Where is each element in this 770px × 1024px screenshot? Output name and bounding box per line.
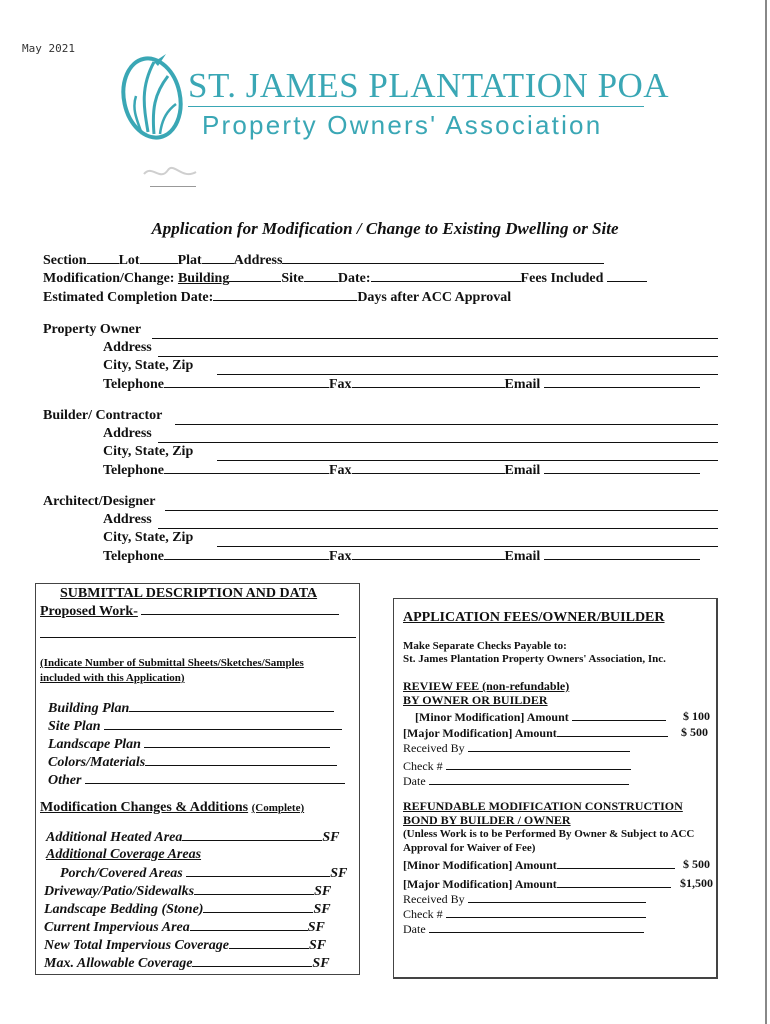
other-field[interactable]: [85, 772, 345, 784]
page-edge: [765, 0, 767, 1024]
review-received-row: [403, 740, 630, 756]
bond-check-row: [403, 906, 646, 922]
checks-payable-1: Make Separate Checks Payable to:: [403, 640, 567, 652]
modification-row: [43, 270, 647, 287]
fees-heading: APPLICATION FEES/OWNER/BUILDER: [403, 610, 665, 625]
builder-city-label: City, State, Zip: [103, 444, 194, 459]
mod-heading: Modification Changes & Additions: [40, 800, 249, 815]
driveway-row: [44, 883, 331, 900]
additional-heated-sf: SF: [322, 830, 340, 845]
address-label: Address: [233, 253, 283, 268]
review-check-label: Check #: [403, 759, 443, 773]
indicate-note-2: included with this Application): [40, 672, 185, 684]
review-major-field[interactable]: [557, 725, 668, 737]
site-option[interactable]: Site: [281, 271, 304, 286]
site-address-field[interactable]: [282, 252, 604, 264]
landscape-plan-label: Landscape Plan: [48, 737, 141, 752]
modification-change-label: Modification/Change:: [43, 271, 175, 286]
owner-email-field[interactable]: [544, 376, 700, 388]
architect-address-label: Address: [103, 512, 152, 527]
building-option[interactable]: Building: [177, 271, 230, 286]
checks-payable-2: St. James Plantation Property Owners' Association, Inc.: [403, 653, 666, 665]
fees-included-field[interactable]: [607, 270, 647, 282]
architect-phone-row: [103, 548, 700, 565]
completion-row: [43, 289, 511, 306]
landscape-plan-field[interactable]: [144, 736, 330, 748]
heron-logo-icon: [118, 48, 190, 148]
plat-label: Plat: [177, 253, 202, 268]
review-minor-field[interactable]: [572, 709, 666, 721]
architect-fax-field[interactable]: [352, 548, 505, 560]
days-after-label: Days after ACC Approval: [357, 290, 512, 305]
logo-divider: [188, 106, 644, 107]
owner-telephone-label: Telephone: [103, 377, 164, 392]
current-impervious-row: [44, 919, 325, 936]
faded-mark-rule: [150, 186, 196, 187]
owner-city-label: City, State, Zip: [103, 358, 194, 373]
site-plan-label: Site Plan: [48, 719, 101, 734]
additional-heated-row: [46, 829, 340, 846]
review-received-label: Received By: [403, 741, 465, 755]
builder-field[interactable]: [175, 424, 718, 425]
review-check-field[interactable]: [446, 758, 631, 770]
section-field[interactable]: [87, 252, 119, 264]
current-impervious-field[interactable]: [190, 919, 308, 931]
landscape-bedding-row: [44, 901, 331, 918]
bond-major-field[interactable]: [557, 876, 671, 888]
review-date-row: [403, 773, 629, 789]
form-title: Application for Modification / Change to Existing Dwelling or Site: [151, 219, 619, 238]
current-impervious-sf: SF: [307, 920, 325, 935]
builder-phone-row: [103, 462, 700, 479]
date-field[interactable]: [371, 270, 521, 282]
site-plan-field[interactable]: [104, 718, 342, 730]
landscape-plan-row: [48, 736, 330, 753]
review-check-row: [403, 758, 631, 774]
bond-check-field[interactable]: [446, 906, 646, 918]
bond-minor-amount: $ 500: [683, 857, 710, 871]
owner-telephone-field[interactable]: [164, 376, 329, 388]
building-plan-row: [48, 700, 334, 717]
plat-field[interactable]: [202, 252, 234, 264]
landscape-bedding-sf: SF: [313, 902, 331, 917]
bond-received-row: [403, 891, 646, 907]
review-major-label: [Major Modification] Amount: [403, 726, 557, 740]
unless-note-2: Approval for Waiver of Fee): [403, 842, 536, 854]
builder-address-label: Address: [103, 426, 152, 441]
architect-city-field[interactable]: [217, 546, 718, 547]
max-allowable-field[interactable]: [192, 955, 312, 967]
owner-fax-label: Fax: [328, 377, 352, 392]
proposed-work-line-2[interactable]: [40, 637, 356, 638]
colors-materials-row: [48, 754, 337, 771]
bond-date-row: [403, 921, 644, 937]
architect-field[interactable]: [165, 510, 718, 511]
indicate-note-1: (Indicate Number of Submittal Sheets/Sketches/Samples: [40, 657, 304, 669]
mod-heading-suffix: (Complete): [251, 802, 305, 814]
fees-border-right: [716, 598, 718, 978]
review-minor-amount: $ 100: [683, 709, 710, 723]
architect-telephone-label: Telephone: [103, 549, 164, 564]
builder-fax-label: Fax: [328, 463, 352, 478]
architect-address-field[interactable]: [158, 528, 718, 529]
bond-received-field[interactable]: [468, 891, 646, 903]
new-total-label: New Total Impervious Coverage: [44, 938, 229, 953]
refundable-heading-1: REFUNDABLE MODIFICATION CONSTRUCTION: [403, 799, 683, 813]
property-owner-label: Property Owner: [43, 322, 142, 337]
proposed-work-row: [40, 603, 339, 620]
bond-minor-label: [Minor Modification] Amount: [403, 858, 557, 872]
date-stamp: May 2021: [22, 42, 75, 55]
bond-minor-field[interactable]: [557, 857, 675, 869]
other-row: [48, 772, 345, 789]
max-allowable-label: Max. Allowable Coverage: [44, 956, 193, 971]
owner-fax-field[interactable]: [352, 376, 505, 388]
builder-telephone-label: Telephone: [103, 463, 164, 478]
max-allowable-sf: SF: [312, 956, 330, 971]
colors-materials-label: Colors/Materials: [48, 755, 146, 770]
porch-label: Porch/Covered Areas: [60, 866, 183, 881]
est-completion-field[interactable]: [213, 289, 357, 301]
owner-address-label: Address: [103, 340, 152, 355]
review-major-row: [403, 725, 668, 741]
fees-included-label: Fees Included: [520, 271, 604, 286]
bond-major-row: [403, 876, 671, 892]
unless-note-1: (Unless Work is to be Performed By Owner & Subject to ACC: [403, 828, 695, 840]
building-plan-label: Building Plan: [48, 701, 130, 716]
builder-fax-field[interactable]: [352, 462, 505, 474]
lot-label: Lot: [118, 253, 140, 268]
colors-materials-field[interactable]: [145, 754, 337, 766]
owner-city-field[interactable]: [217, 374, 718, 375]
architect-fax-label: Fax: [328, 549, 352, 564]
architect-telephone-field[interactable]: [164, 548, 329, 560]
faded-mark: [140, 160, 200, 188]
review-major-amount: $ 500: [681, 725, 708, 739]
new-total-row: [44, 937, 326, 954]
bond-major-label: [Major Modification] Amount: [403, 877, 557, 891]
review-received-field[interactable]: [468, 740, 630, 752]
est-completion-label: Estimated Completion Date:: [43, 290, 214, 305]
bond-received-label: Received By: [403, 892, 465, 906]
section-label: Section: [43, 253, 87, 268]
builder-label: Builder/ Contractor: [43, 408, 163, 423]
current-impervious-label: Current Impervious Area: [44, 920, 190, 935]
additional-coverage-heading: Additional Coverage Areas: [46, 847, 202, 862]
proposed-work-field[interactable]: [141, 603, 339, 615]
lot-field[interactable]: [140, 252, 178, 264]
driveway-field[interactable]: [194, 883, 314, 895]
porch-sf: SF: [330, 866, 348, 881]
builder-email-field[interactable]: [544, 462, 700, 474]
owner-phone-row: [103, 376, 700, 393]
building-plan-field[interactable]: [129, 700, 334, 712]
proposed-work-label: Proposed Work-: [40, 604, 138, 619]
property-owner-field[interactable]: [152, 338, 718, 339]
org-logo: [118, 48, 670, 148]
porch-field[interactable]: [186, 865, 330, 877]
bond-check-label: Check #: [403, 907, 443, 921]
review-date-field[interactable]: [429, 773, 629, 785]
builder-address-field[interactable]: [158, 442, 718, 443]
new-total-sf: SF: [308, 938, 327, 953]
bond-date-field[interactable]: [429, 921, 644, 933]
builder-city-field[interactable]: [217, 460, 718, 461]
review-fee-heading-2: BY OWNER OR BUILDER: [403, 693, 548, 707]
architect-email-label: Email: [504, 549, 541, 564]
builder-email-label: Email: [504, 463, 541, 478]
building-field[interactable]: [229, 270, 281, 282]
max-allowable-row: [44, 955, 330, 972]
bond-date-label: Date: [403, 922, 426, 936]
landscape-bedding-field[interactable]: [203, 901, 313, 913]
additional-heated-label: Additional Heated Area: [46, 830, 183, 845]
submittal-heading: SUBMITTAL DESCRIPTION AND DATA: [60, 586, 318, 601]
section-lot-plat-row: [43, 252, 604, 269]
date-label: Date:: [337, 271, 371, 286]
architect-city-label: City, State, Zip: [103, 530, 194, 545]
site-field[interactable]: [304, 270, 338, 282]
owner-address-field[interactable]: [158, 356, 718, 357]
porch-row: [60, 865, 347, 882]
builder-telephone-field[interactable]: [164, 462, 329, 474]
review-fee-heading-1: REVIEW FEE (non-refundable): [403, 679, 570, 693]
other-label: Other: [48, 773, 82, 788]
fees-border-bottom: [393, 977, 718, 979]
refundable-heading-2: BOND BY BUILDER / OWNER: [403, 813, 571, 827]
driveway-sf: SF: [314, 884, 332, 899]
review-date-label: Date: [403, 774, 426, 788]
review-minor-row: [415, 709, 666, 725]
additional-heated-field[interactable]: [182, 829, 322, 841]
org-name: ST. JAMES PLANTATION POA: [188, 66, 670, 105]
review-minor-label: [Minor Modification] Amount: [415, 710, 569, 724]
driveway-label: Driveway/Patio/Sidewalks: [44, 884, 195, 899]
org-tagline: Property Owners' Association: [202, 110, 603, 140]
landscape-bedding-label: Landscape Bedding (Stone): [44, 902, 204, 917]
mod-heading-row: [40, 800, 304, 816]
bond-major-amount: $1,500: [680, 876, 713, 890]
site-plan-row: [48, 718, 342, 735]
bond-minor-row: [403, 857, 675, 873]
architect-email-field[interactable]: [544, 548, 700, 560]
owner-email-label: Email: [504, 377, 541, 392]
architect-label: Architect/Designer: [43, 494, 156, 509]
new-total-field[interactable]: [229, 937, 309, 949]
